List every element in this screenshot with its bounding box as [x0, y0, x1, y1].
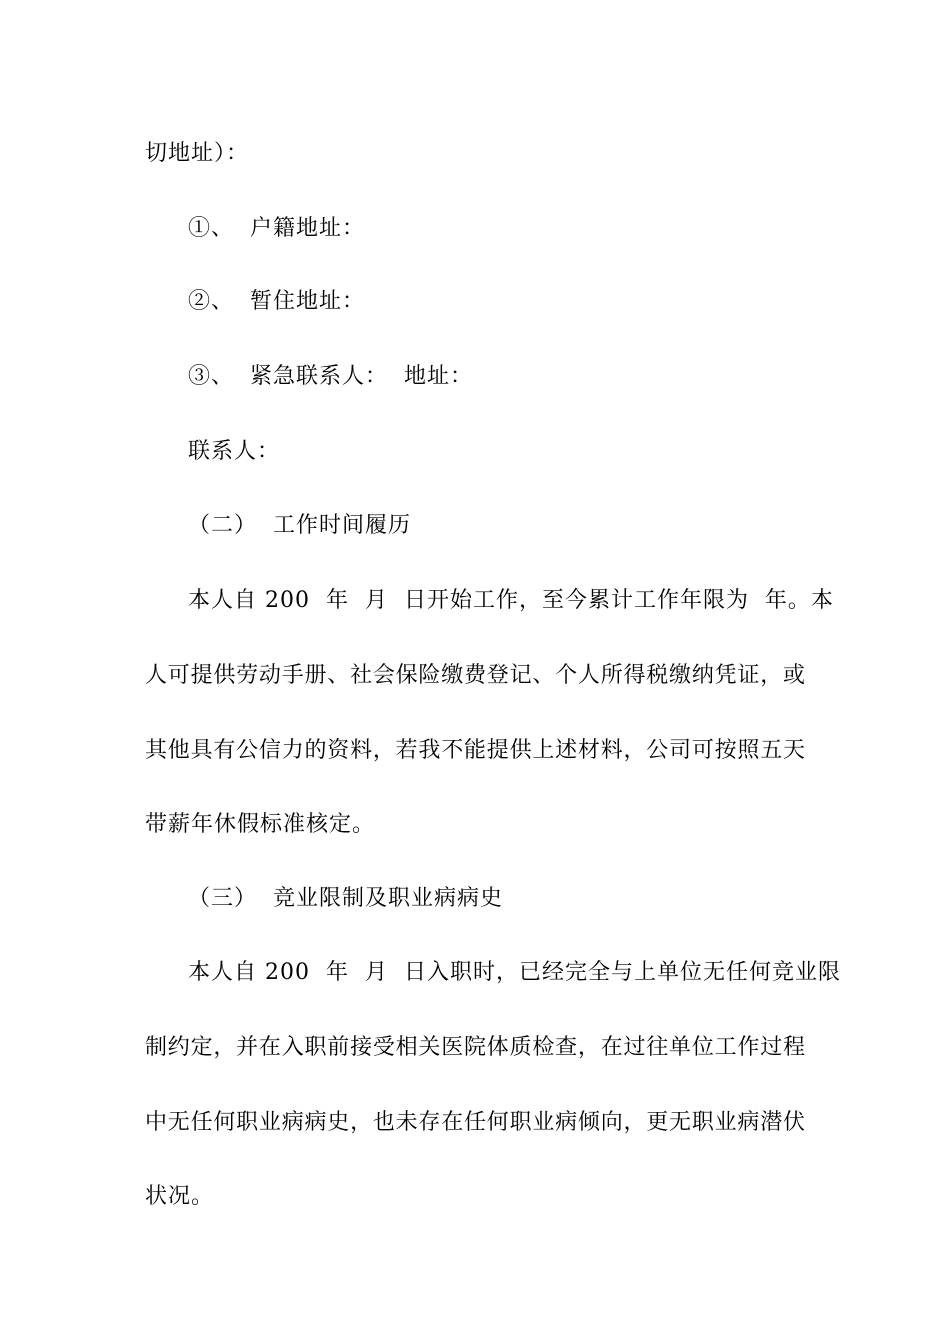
- contact-person-line: 联系人：: [188, 439, 281, 464]
- work-history-paragraph-line-1: 本人自 200 年 月 日开始工作，至今累计工作年限为 年。本: [188, 588, 834, 613]
- household-address-line: ①、 户籍地址：: [188, 216, 365, 241]
- work-history-paragraph-line-2: 人可提供劳动手册、社会保险缴费登记、个人所得税缴纳凭证，或: [145, 663, 805, 688]
- noncompete-paragraph-line-4: 状况。: [145, 1184, 215, 1209]
- work-history-paragraph-line-3: 其他具有公信力的资料，若我不能提供上述材料，公司可按照五天: [145, 738, 805, 763]
- section-heading-work-history: （二） 工作时间履历: [188, 513, 411, 538]
- noncompete-paragraph-line-3: 中无任何职业病病史，也未存在任何职业病倾向，更无职业病潜伏: [145, 1110, 805, 1135]
- section-heading-noncompete: （三） 竞业限制及职业病病史: [188, 886, 503, 911]
- noncompete-paragraph-line-2: 制约定，并在入职前接受相关医院体质检查，在过往单位工作过程: [145, 1035, 805, 1060]
- emergency-contact-line: ③、 紧急联系人： 地址：: [188, 364, 473, 389]
- temporary-address-line: ②、 暂住地址：: [188, 289, 365, 314]
- noncompete-paragraph-line-1: 本人自 200 年 月 日入职时，已经完全与上单位无任何竞业限: [188, 960, 841, 985]
- address-intro-line: 切地址）：: [145, 141, 250, 166]
- work-history-paragraph-line-4: 带薪年休假标准核定。: [145, 812, 376, 837]
